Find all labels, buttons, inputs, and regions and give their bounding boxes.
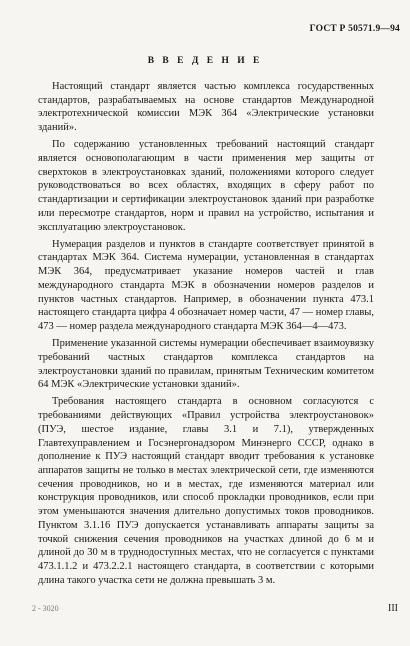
page-number: III xyxy=(388,603,398,614)
standard-header: ГОСТ Р 50571.9—94 xyxy=(309,24,400,34)
body-text xyxy=(38,80,374,591)
paragraph: Применение указанной системы нумерации обеспечивает взаимоувязку требований частных стандартов комплекса стандартов на электроустановки зданий по правилам, принятым Техническим комитетом 64 МЭК «Электрические установки зданий». xyxy=(38,338,374,391)
paragraph: Настоящий стандарт является частью комплекса государственных стандартов, разрабатываемых на основе стандартов Международной электротехнической комиссии МЭК 364 «Электрические установки зданий». xyxy=(38,81,374,134)
paragraph: По содержанию установленных требований настоящий стандарт является основополагающим в части применения мер защиты от сверхтоков в электроустановках зданий, положениями которого следует руководствоваться во всех областях, входящих в сферу работ по стандартизации и сертификации электроустановок зданий при разработке или пересмотре стандартов, норм и правил на устройство, испытания и эксплуатацию электроустановок. xyxy=(38,139,374,233)
section-title: В В Е Д Е Н И Е xyxy=(147,56,263,66)
paragraph: Нумерация разделов и пунктов в стандарте соответствует принятой в стандартах МЭК 364. Система нумерации, установленная в стандартах МЭК 364, предусматривает указание номеров частей и глав международного стандарта МЭК в обозначении номеров разделов и пунктов частных стандартов. Например, в обозначении пункта 473.1 настоящего стандарта цифра 4 обозначает номер части, 47 — номер главы, 473 — номер раздела международного стандарта МЭК 364—4—473. xyxy=(38,238,374,332)
print-code: 2 - 3020 xyxy=(32,604,59,613)
paragraph: Требования настоящего стандарта в основном согласуются с требованиями действующих «Правил устройства электроустановок» (ПУЭ, шестое издание, главы 3.1 и 7.1), утвержденных Главтехуправлением и Госэнергонадзором Минэнерго СССР, однако в дополнение к ПУЭ настоящий стандарт вводит требования к установке аппаратов защиты не только в местах электрической сети, где изменяются сечения проводников, но и в местах, где изменяются материал или конструкция проводников, или способ прокладки проводников, если при этом уменьшаются значения длительно допустимых токов проводников. Пунктом 3.1.16 ПУЭ допускается устанавливать аппараты защиты за точкой снижения сечения проводников на участках длиной до 6 м и длиной до 30 м в труднодоступных местах, что не согласуется с пунктами 473.1.1.2 и 473.2.2.1 настоящего стандарта, в соответствии с которыми длина такого участка сети не должна превышать 3 м. xyxy=(38,396,374,586)
